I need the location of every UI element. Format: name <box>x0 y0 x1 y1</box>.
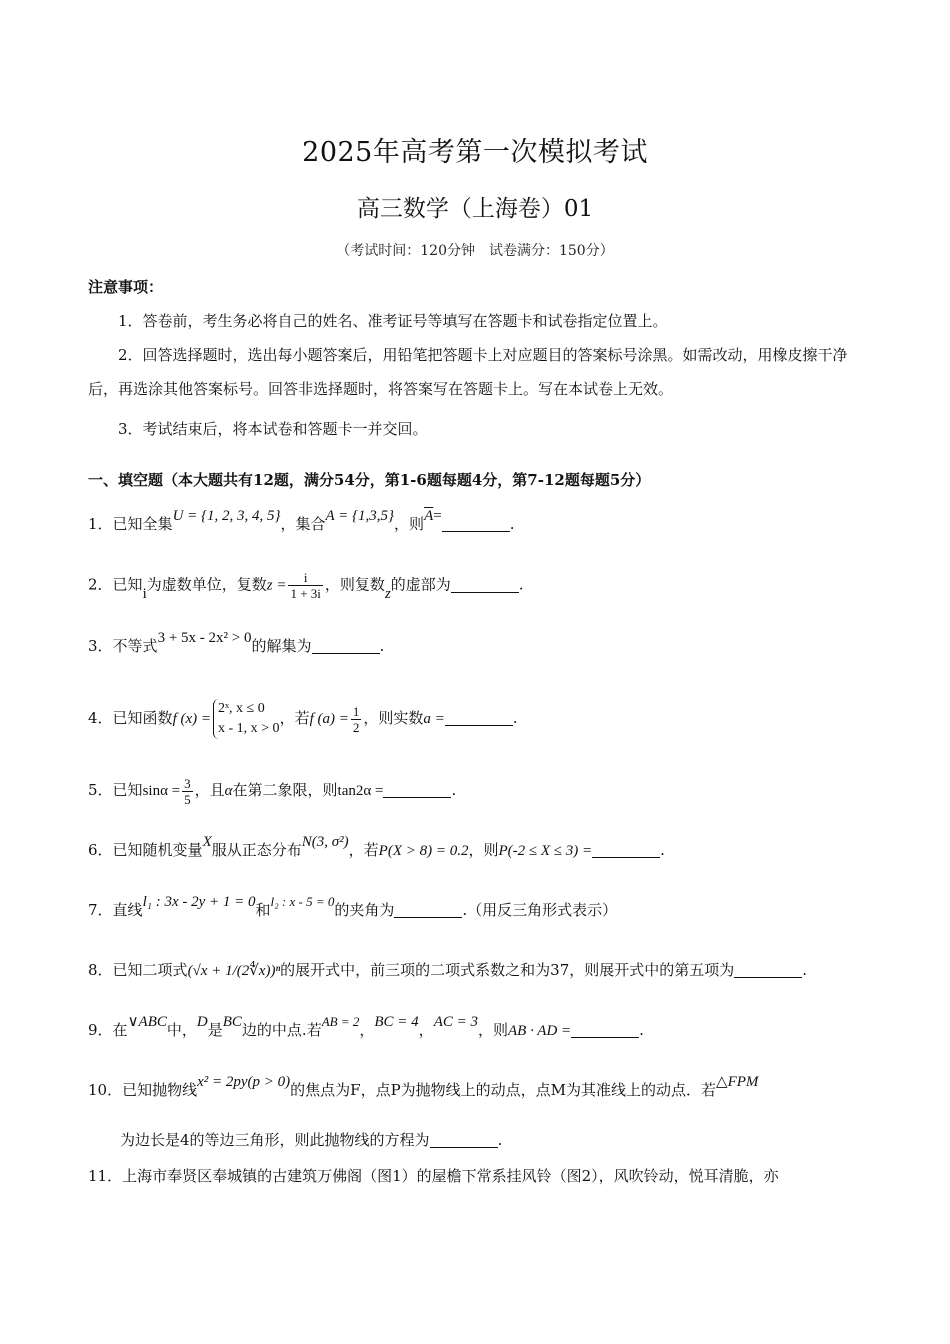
question-5: 5．已知sinα = $\frac{3}{5}$ ，且α在第二象限，则tan2α = . <box>88 775 457 807</box>
answer-blank[interactable] <box>445 708 513 726</box>
page-subtitle: 高三数学（上海卷）01 <box>356 196 594 222</box>
notice-item-2: 2．回答选择题时，选出每小题答案后，用铅笔把答题卡上对应题目的答案标号涂黑。如需改动，用橡皮擦干净后，再选涂其他答案标号。回答非选择题时，将答案写在答题卡上。写在本试卷上无效。 <box>88 346 848 398</box>
answer-blank[interactable] <box>394 900 462 918</box>
math-complement: $\overline{A}$ <box>424 508 434 524</box>
answer-blank[interactable] <box>571 1020 639 1038</box>
answer-blank[interactable] <box>383 780 451 798</box>
math-fraction: $\frac{3}{5}$ <box>184 775 191 807</box>
math-parabola: x² = 2py(p > 0) <box>197 1074 291 1090</box>
question-6: 6．已知随机变量X服从正态分布N(3, σ²)，若P(X > 8) = 0.2，则P(-2 ≤ X ≤ 3) = . <box>88 834 665 859</box>
math-set-a: A = {1,3,5} <box>325 508 395 524</box>
question-number: 8． <box>88 961 113 979</box>
notice-heading: 注意事项： <box>88 278 164 296</box>
question-8: 8．已知二项式(√x + 1/(2∜x))ⁿ的展开式中，前三项的二项式系数之和为37，则展开式中的第五项为 . <box>88 961 808 979</box>
math-line-l1: l₁ : 3x - 2y + 1 = 0 <box>142 894 256 910</box>
answer-blank[interactable] <box>734 960 802 978</box>
question-number: 9． <box>88 1021 113 1039</box>
question-3: 3．不等式3 + 5x - 2x² > 0的解集为 . <box>88 632 878 661</box>
math-fraction: $\frac{i}{1 + 3i}$ <box>290 570 321 601</box>
answer-blank[interactable] <box>451 575 519 593</box>
question-11: 11．上海市奉贤区奉城镇的古建筑万佛阁（图1）的屋檐下常系挂风铃（图2），风吹铃动，悦耳清脆，亦 <box>88 1167 779 1185</box>
question-9: 9．在∨ABC中，D是BC边的中点.若AB = 2，BC = 4，AC = 3，则AB · AD = . <box>88 1014 644 1039</box>
question-1: 1．已知全集U = {1, 2, 3, 4, 5}，集合A = {1,3,5}，则$\overline{A}=$ . <box>88 510 878 539</box>
notice-item-3: 3．考试结束后，将本试卷和答题卡一并交回。 <box>118 420 428 438</box>
piecewise-brace: 2ˣ, x ≤ 0 x - 1, x > 0 <box>213 699 280 739</box>
math-binomial: (√x + 1/(2∜x))ⁿ <box>187 963 281 979</box>
question-10: 10．已知抛物线x² = 2py(p > 0)的焦点为F，点P为抛物线上的动点，点M为其准线上的动点．若△FPM <box>88 1076 878 1105</box>
notice-item-1: 1．答卷前，考生务必将自己的姓名、准考证号等填写在答题卡和试卷指定位置上。 <box>118 312 668 330</box>
answer-blank[interactable] <box>442 514 510 532</box>
page-title: 2025年高考第一次模拟考试 <box>302 137 648 168</box>
math-universal-set: U = {1, 2, 3, 4, 5} <box>172 508 281 524</box>
math-fraction: $\frac{1}{2}$ <box>352 703 360 735</box>
question-number: 10． <box>88 1081 123 1099</box>
question-2: 2．已知i为虚数单位，复数z = $\frac{i}{1 + 3i}$ ，则复数z的虚部为 . <box>88 570 524 602</box>
math-inequality: 3 + 5x - 2x² > 0 <box>157 630 252 646</box>
question-number: 11． <box>88 1167 123 1185</box>
question-7: 7．直线l₁ : 3x - 2y + 1 = 0和l₂ : x - 5 = 0的夹角为 .（用反三角形式表示） <box>88 896 878 925</box>
question-number: 1． <box>88 515 113 533</box>
answer-blank[interactable] <box>592 840 660 858</box>
question-number: 6． <box>88 841 113 859</box>
answer-blank[interactable] <box>312 636 380 654</box>
question-number: 7． <box>88 901 113 919</box>
question-number: 3． <box>88 637 113 655</box>
section-heading: 一、填空题（本大题共有12题，满分54分，第1-6题每题4分，第7-12题每题5分） <box>88 471 651 489</box>
question-number: 5． <box>88 781 113 799</box>
math-line-l2: l₂ : x - 5 = 0 <box>270 894 335 909</box>
question-10-line2: 为边长是4的等边三角形，则此抛物线的方程为 . <box>120 1131 503 1149</box>
exam-info: （考试时间：120分钟 试卷满分：150分） <box>336 243 614 259</box>
question-4: 4．已知函数f (x) = 2ˣ, x ≤ 0 x - 1, x > 0 ，若f (a) = $\frac{1}{2}$ ，则实数a = . <box>88 694 878 743</box>
answer-blank[interactable] <box>430 1130 498 1148</box>
question-number: 2． <box>88 575 113 594</box>
question-number: 4． <box>88 709 113 727</box>
